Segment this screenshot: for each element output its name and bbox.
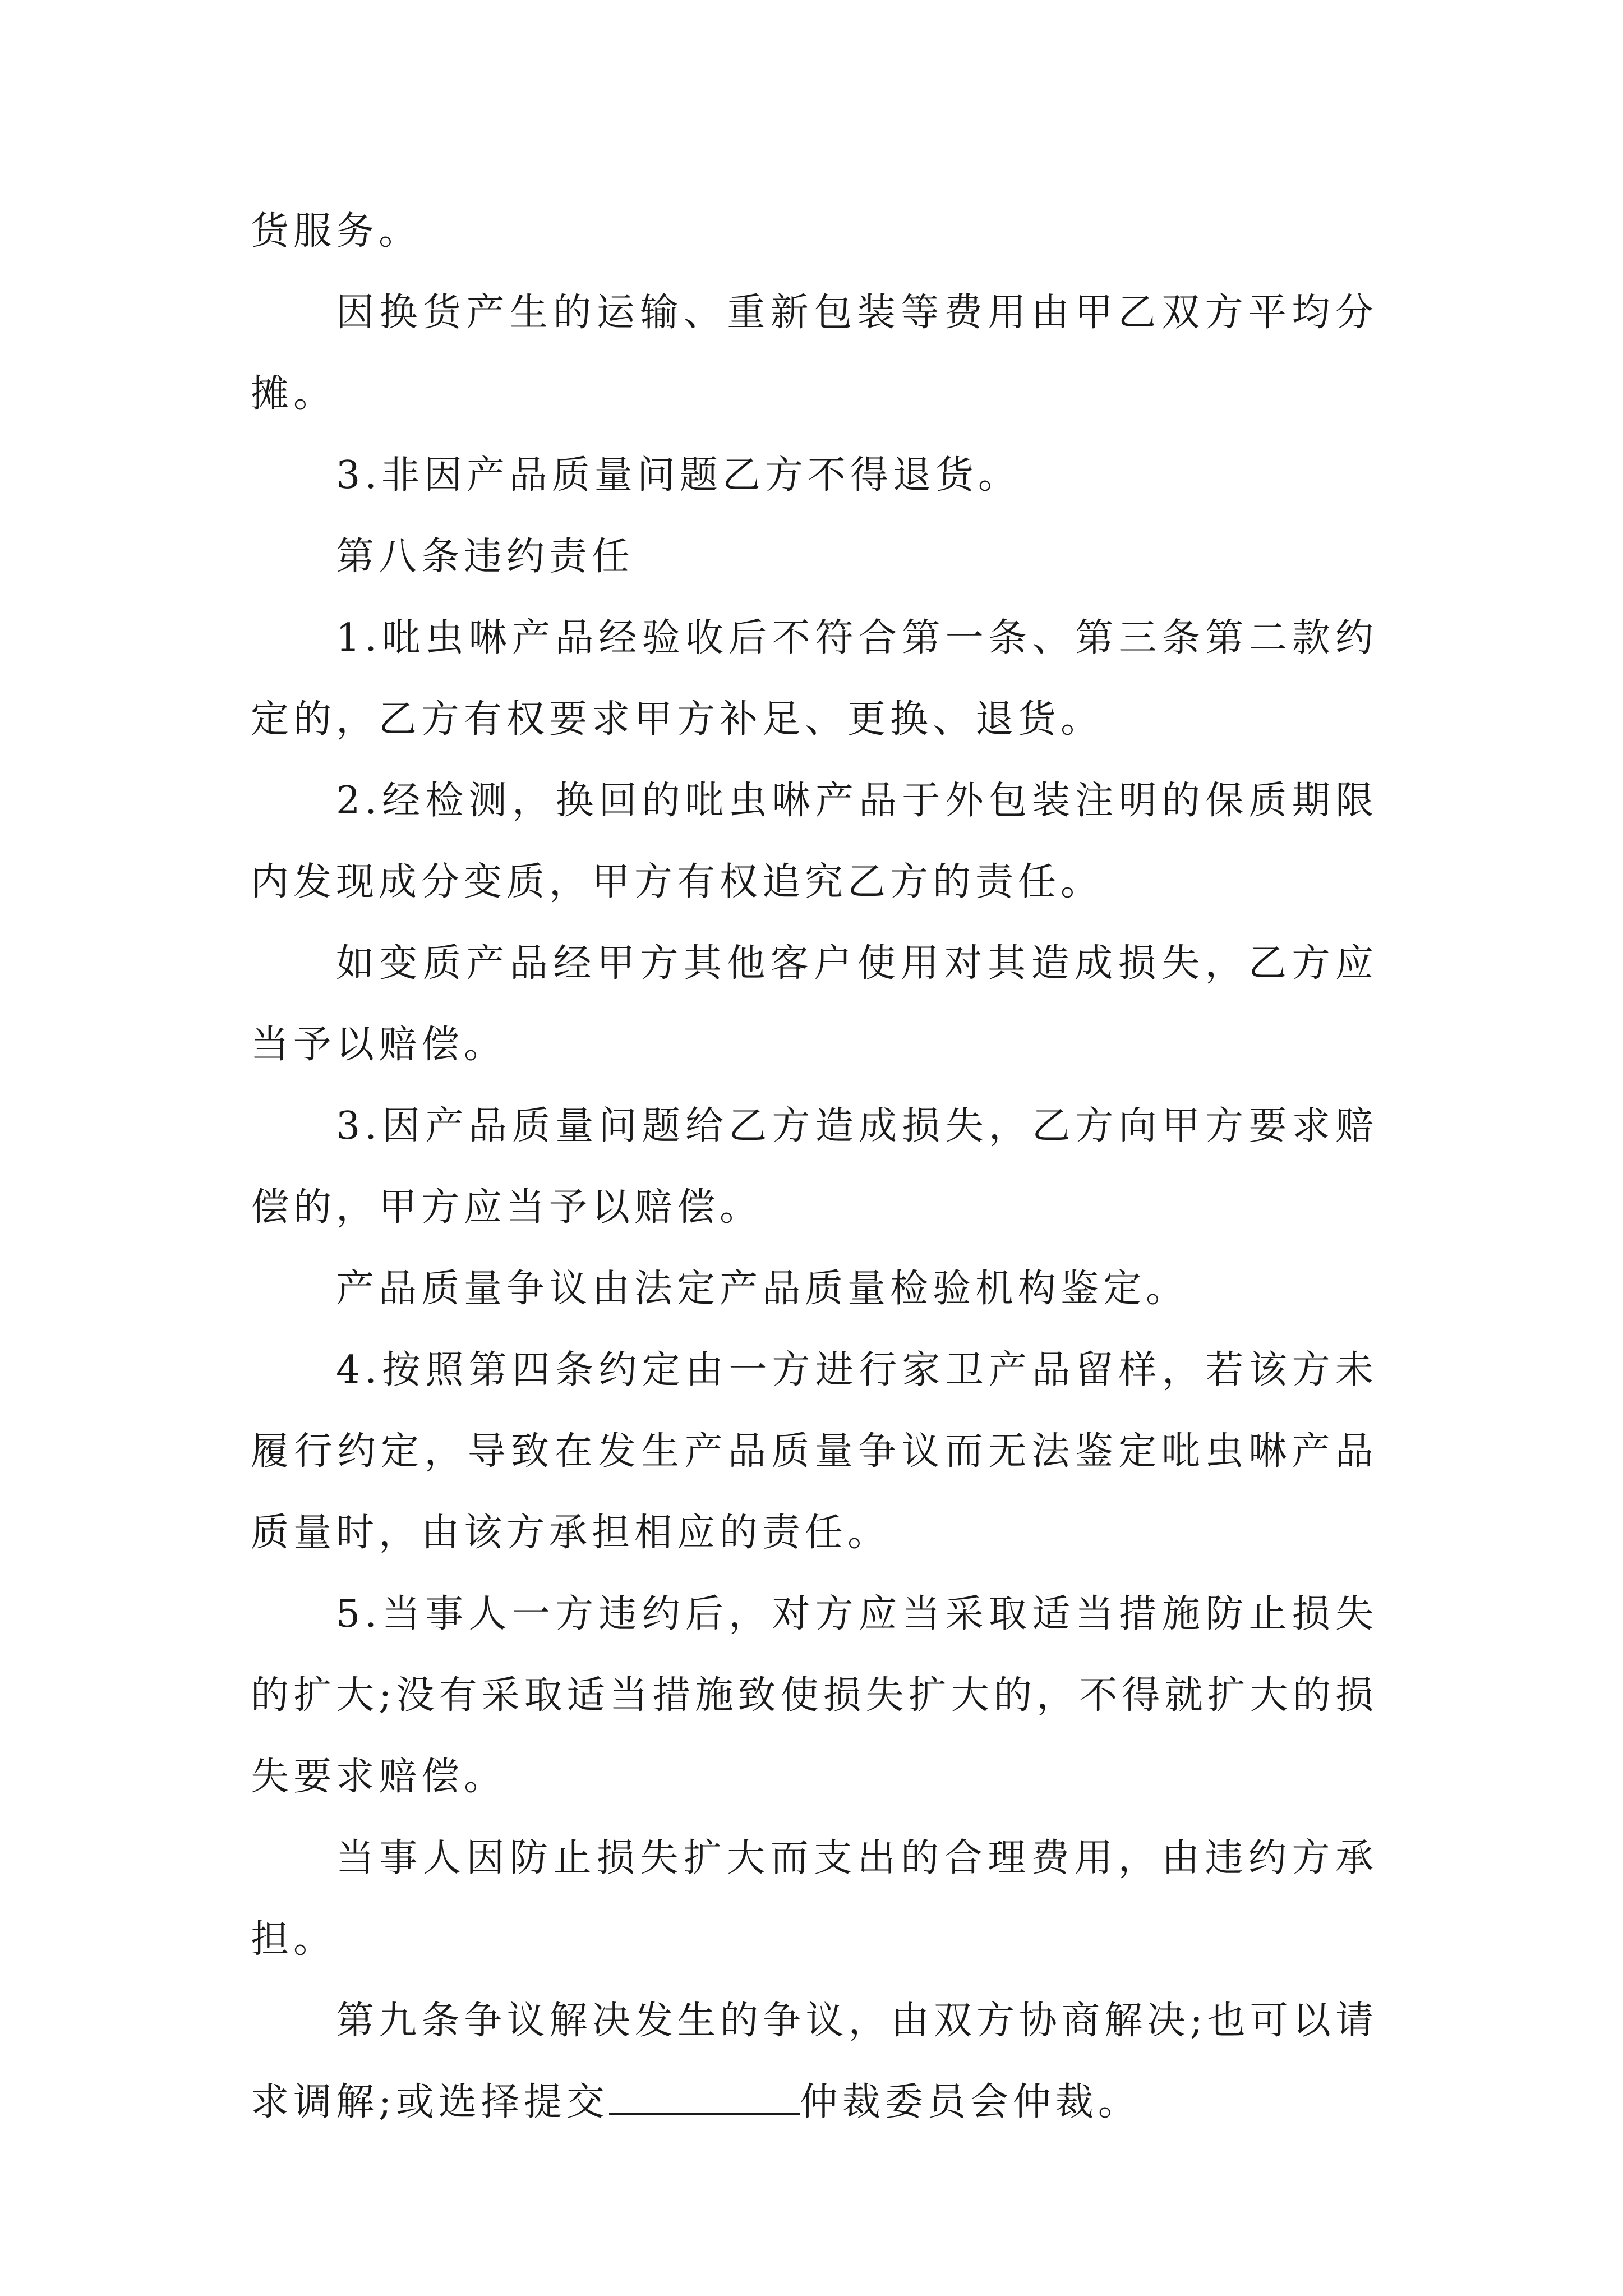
article-9-text-after-blank: 仲裁委员会仲裁。 — [799, 2080, 1141, 2124]
section-heading-article-8: 第八条违约责任 — [336, 535, 635, 579]
paragraph-2: 3.非因产品质量问题乙方不得退货。 — [336, 453, 1021, 498]
paragraph-10: 5.当事人一方违约后，对方应当采取适当措施防止损失的扩大;没有采取适当措施致使损失扩大的，不得就扩大的损失要求赔偿。 — [251, 1592, 1378, 1799]
document-body — [251, 191, 1378, 2143]
paragraph-4: 1.吡虫啉产品经验收后不符合第一条、第三条第二款约定的，乙方有权要求甲方补足、更换、退货。 — [251, 616, 1378, 742]
paragraph-11: 当事人因防止损失扩大而支出的合理费用，由违约方承担。 — [251, 1836, 1378, 1962]
article-9-text-before-blank: 第九条争议解决发生的争议，由双方协商解决;也可以请求调解;或选择提交 — [251, 1999, 1378, 2124]
paragraph-0: 货服务。 — [251, 209, 422, 254]
paragraph-7: 3.因产品质量问题给乙方造成损失，乙方向甲方要求赔偿的，甲方应当予以赔偿。 — [251, 1104, 1378, 1230]
paragraph-8: 产品质量争议由法定产品质量检验机构鉴定。 — [336, 1267, 1189, 1311]
fill-in-blank-line — [609, 2079, 800, 2115]
paragraph-6: 如变质产品经甲方其他客户使用对其造成损失，乙方应当予以赔偿。 — [251, 941, 1378, 1067]
paragraph-9: 4.按照第四条约定由一方进行家卫产品留样，若该方未履行约定，导致在发生产品质量争议而无法鉴定吡虫啉产品质量时，由该方承担相应的责任。 — [251, 1348, 1378, 1555]
paragraph-5: 2.经检测，换回的吡虫啉产品于外包装注明的保质期限内发现成分变质，甲方有权追究乙方的责任。 — [251, 779, 1378, 904]
paragraph-article-9 — [251, 1980, 1378, 2143]
paragraph-1: 因换货产生的运输、重新包装等费用由甲乙双方平均分摊。 — [251, 291, 1378, 416]
